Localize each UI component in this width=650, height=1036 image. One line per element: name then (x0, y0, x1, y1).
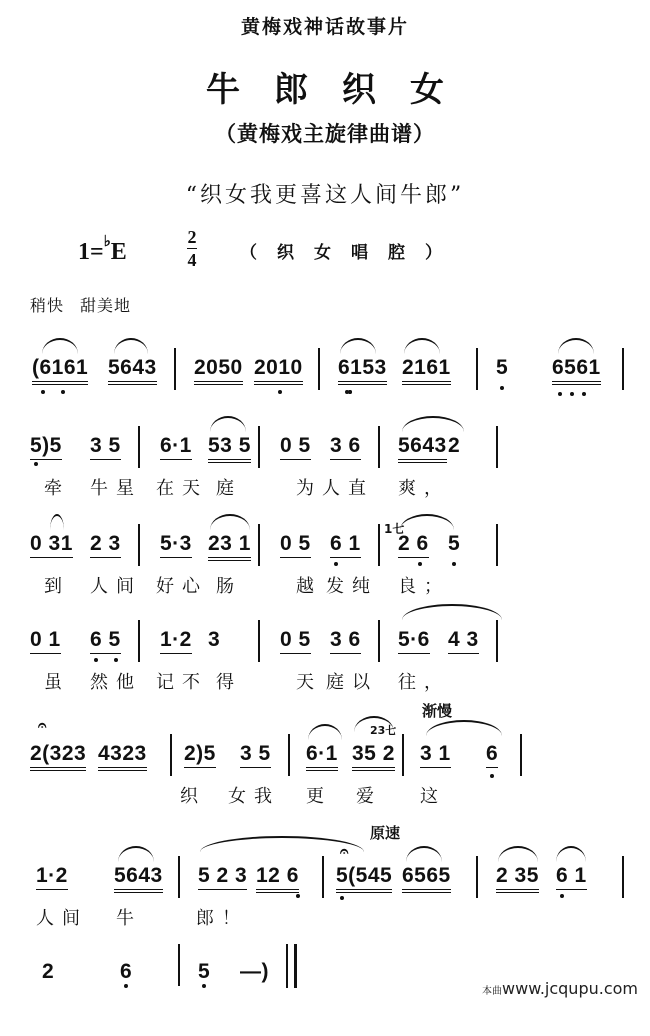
lyric: 女我 (228, 786, 280, 807)
note-group: 1·2 (36, 864, 68, 890)
note-group: 2050 (194, 356, 243, 385)
note-group: —) (240, 960, 269, 983)
lyric: 得 (216, 672, 242, 693)
note-group: 5 (448, 532, 461, 555)
lyric: 庭 (216, 478, 242, 499)
note-group: 5·6 (398, 628, 430, 654)
note-group: 3 5 (240, 742, 271, 768)
lyric: 织 (180, 786, 206, 807)
fermata-icon: 𝄐 (38, 716, 47, 734)
note-group: 4323 (98, 742, 147, 771)
time-signature: 2 4 (187, 227, 197, 270)
score-line-3 (30, 522, 626, 608)
note-group: 3 6 (330, 434, 361, 460)
song-title: “织女我更喜这人间牛郎” (185, 183, 465, 208)
lyric: 虽 (44, 672, 70, 693)
lyric: 良； (398, 576, 450, 597)
fermata-icon: 𝄐 (340, 842, 349, 860)
lyric: 爽， (398, 478, 450, 499)
note-group: 2161 (402, 356, 451, 385)
note-group: 35 2 (352, 742, 395, 771)
watermark: 本曲www.jcqupu.com (482, 979, 638, 998)
note-group: 5·3 (160, 532, 192, 558)
lyric: 发纯 (326, 576, 378, 597)
lyric: 然他 (90, 672, 142, 693)
note-group: 5643 (108, 356, 157, 385)
note-group: 23 1 (208, 532, 251, 561)
note-group: 6 5 (90, 628, 121, 654)
lyric: 牛 (116, 908, 142, 929)
note-group: 5643 (114, 864, 163, 893)
note-group: 6153 (338, 356, 387, 385)
lyric: 人间 (36, 908, 88, 929)
note-group: 3 6 (330, 628, 361, 654)
note-group: 2 (448, 434, 461, 457)
note-group: 5 (496, 356, 509, 379)
tempo-marking: 稍快 甜美地 (30, 296, 132, 315)
score-line-2 (30, 430, 626, 510)
note-group: 2)5 (184, 742, 216, 768)
note-group: 6·1 (160, 434, 192, 460)
note-group: 6 (486, 742, 498, 768)
lyric: 为人直 (296, 478, 374, 499)
note-group: 2(323 (30, 742, 86, 771)
note-group: 6 1 (556, 864, 587, 890)
note-group: 6 1 (330, 532, 361, 558)
note-group: 6565 (402, 864, 451, 893)
tempo-change: 渐慢 (422, 702, 453, 720)
lyric: 好心 (156, 576, 208, 597)
note-group: 53 5 (208, 434, 251, 463)
note-group: 3 5 (90, 434, 121, 460)
note-group: 5 2 3 (198, 864, 247, 890)
score-line-4 (30, 624, 626, 704)
tempo-change: 原速 (370, 824, 401, 842)
lyric: 记不 (156, 672, 208, 693)
score-line-6 (30, 824, 626, 940)
lyric: 人间 (90, 576, 142, 597)
lyric: 肠 (216, 576, 242, 597)
grace-note: 1七 (384, 522, 405, 536)
note-group: (6161 (32, 356, 88, 385)
note-group: 1·2 (160, 628, 192, 654)
note-group: 0 5 (280, 434, 311, 460)
note-group: 2 35 (496, 864, 539, 893)
lyric: 庭以 (326, 672, 378, 693)
lyric: 爱 (356, 786, 382, 807)
note-group: 0 5 (280, 628, 311, 654)
note-group: 3 1 (420, 742, 451, 768)
singer-label: （织女唱腔） (240, 243, 462, 263)
note-group: 5 (198, 960, 211, 983)
note-group: 2 (42, 960, 55, 983)
lyric: 越 (296, 576, 322, 597)
score-type: （黄梅戏主旋律曲谱） (215, 122, 435, 146)
film-subtitle: 黄梅戏神话故事片 (240, 16, 409, 38)
note-group: 0 31 (30, 532, 73, 558)
lyric: 在天 (156, 478, 208, 499)
lyric: 往， (398, 672, 450, 693)
score-line-5 (30, 702, 626, 818)
lyric: 牵 (44, 478, 70, 499)
score-line-1 (30, 352, 626, 432)
note-group: 12 6 (256, 864, 299, 893)
lyric: 牛星 (90, 478, 142, 499)
note-group: 4 3 (448, 628, 479, 654)
note-group: 2010 (254, 356, 303, 385)
lyric: 到 (44, 576, 70, 597)
note-group: 5643 (398, 434, 447, 463)
note-group: 3 (208, 628, 221, 651)
note-group: 2 6 (398, 532, 429, 558)
lyric: 天 (296, 672, 322, 693)
score-title: 牛郎织女 (206, 70, 478, 110)
key-signature: 1=♭E (78, 234, 127, 265)
note-group: 0 5 (280, 532, 311, 558)
lyric: 这 (420, 786, 446, 807)
lyric: 郎！ (196, 908, 248, 929)
note-group: 6 (120, 960, 133, 983)
note-group: 5(545 (336, 864, 392, 893)
note-group: 5)5 (30, 434, 62, 460)
note-group: 2 3 (90, 532, 121, 558)
grace-note: 23七 (370, 724, 397, 737)
lyric: 更 (306, 786, 332, 807)
note-group: 0 1 (30, 628, 61, 654)
note-group: 6·1 (306, 742, 338, 771)
note-group: 6561 (552, 356, 601, 385)
